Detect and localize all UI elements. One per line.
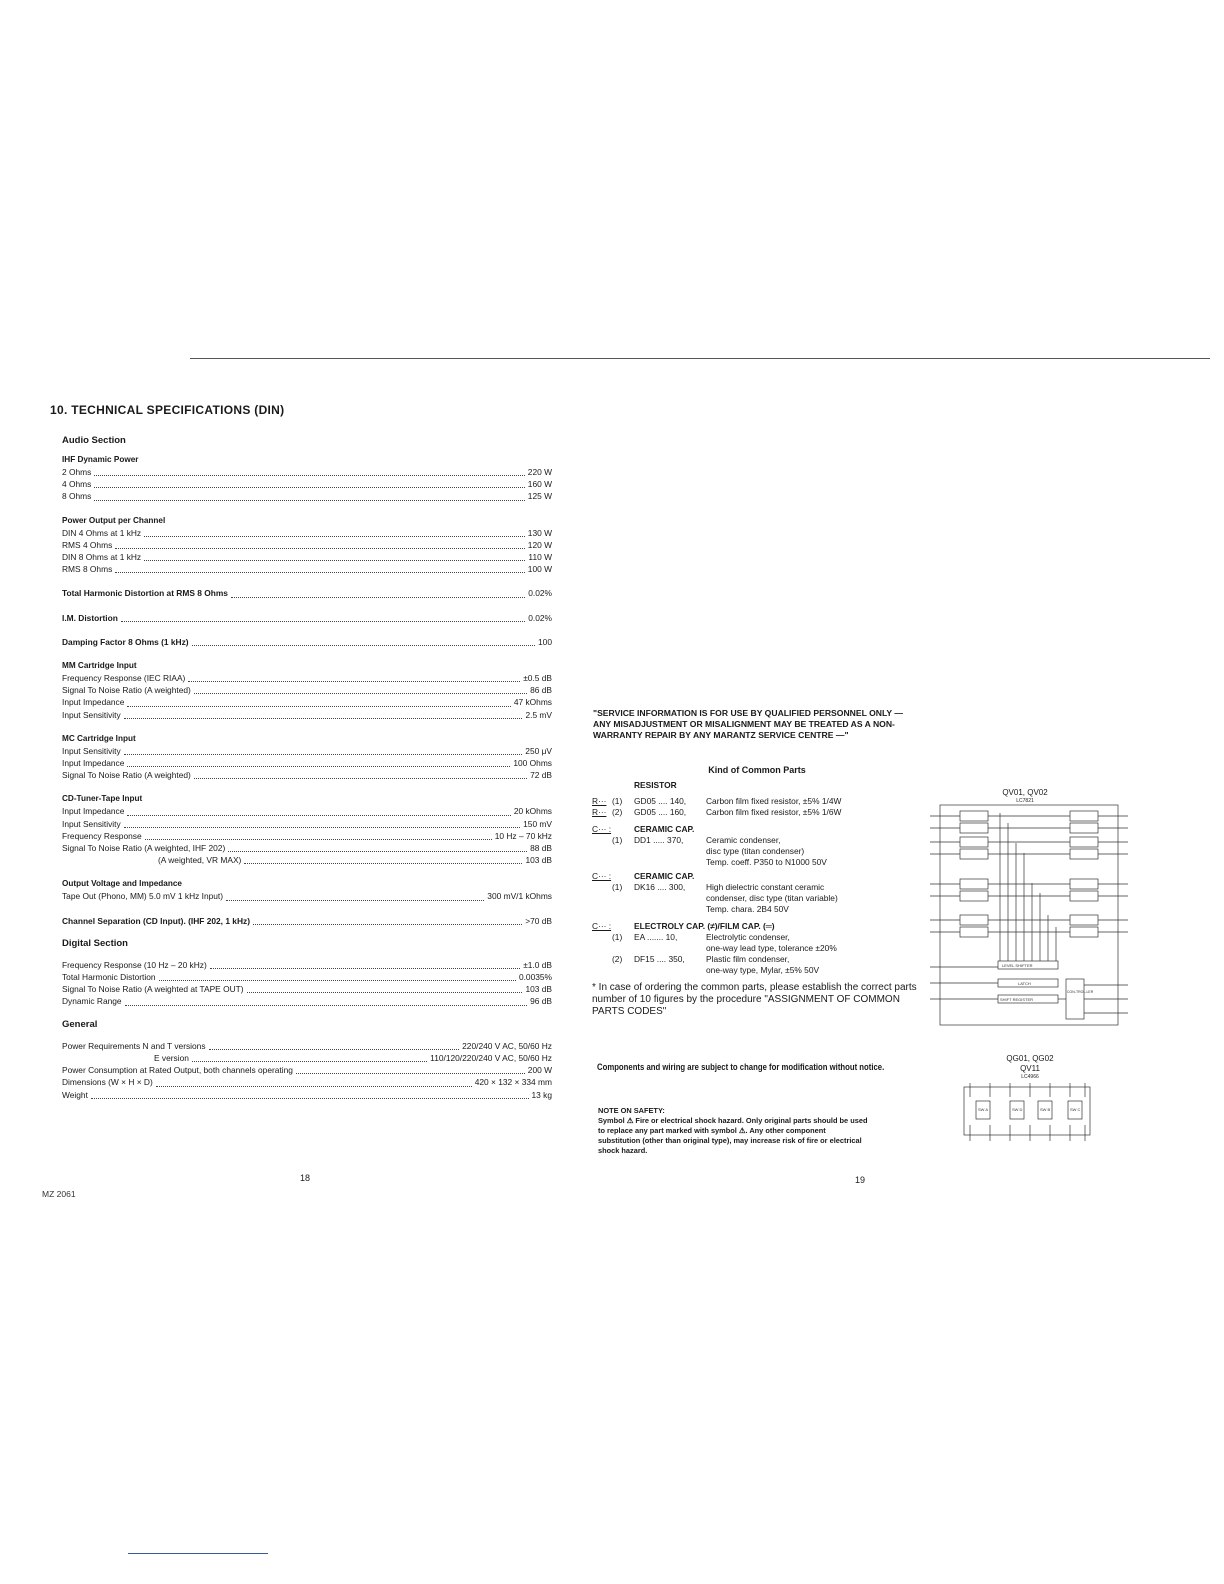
spec-row: RMS 4 Ohms 120 W	[62, 539, 552, 550]
spec-row: 4 Ohms 160 W	[62, 479, 552, 490]
electro-item: (2) DF15 .... 350, Plastic film condenser,	[612, 954, 790, 964]
electro-item: (1) EA ....... 10, Electrolytic condenser,	[612, 932, 790, 942]
spec-row: (A weighted, VR MAX) 103 dB	[158, 855, 552, 866]
model-number: MZ 2061	[42, 1189, 76, 1199]
audio-section	[62, 434, 552, 1101]
spec-row: Signal To Noise Ratio (A weighted) 86 dB	[62, 685, 552, 696]
left-switches	[960, 811, 988, 937]
spec-row: E version 110/120/220/240 V AC, 50/60 Hz	[154, 1052, 552, 1063]
cd-heading: CD-Tuner-Tape Input	[62, 794, 143, 804]
diagram1-chip: LC7821	[1016, 798, 1034, 804]
mm-heading: MM Cartridge Input	[62, 661, 137, 671]
ceramic-line: Temp. coeff. P350 to N1000 50V	[706, 857, 827, 867]
right-page-number: 19	[855, 1175, 866, 1185]
shift-register-label: SHIFT REGISTER	[1000, 997, 1034, 1002]
ceramic-line: disc type (titan condenser)	[706, 846, 805, 856]
left-page-number: 18	[300, 1173, 311, 1183]
bottom-rule	[128, 1553, 268, 1554]
switch-matrix-diagram	[930, 803, 1130, 1033]
safety-heading: NOTE ON SAFETY:	[598, 1106, 665, 1115]
spec-row: Signal To Noise Ratio (A weighted, IHF 202) 88 dB	[62, 843, 552, 854]
latch-label: LATCH	[1018, 981, 1031, 986]
spec-row: Frequency Response (10 Hz – 20 kHz) ±1.0 dB	[62, 959, 552, 970]
ordering-note: * In case of ordering the common parts, please establish the correct parts number of 10 figures by the procedure "ASSIGNMENT OF COMMON PARTS CODES"	[592, 982, 917, 1017]
switch-b-label: SW B	[1040, 1107, 1051, 1112]
spec-row: Input Impedance 100 Ohms	[62, 758, 552, 769]
spec-row: DIN 8 Ohms at 1 kHz 110 W	[62, 552, 552, 563]
diagram2-title: QG01, QG02	[1006, 1054, 1054, 1063]
diagram2-chip: LC4966	[1021, 1074, 1039, 1080]
ceramic-line: condenser, disc type (titan variable)	[706, 893, 838, 903]
top-rule	[190, 358, 1210, 359]
spec-row: Input Impedance 20 kOhms	[62, 806, 552, 817]
electro-line: one-way lead type, tolerance ±20%	[706, 943, 837, 953]
common-parts-heading: Kind of Common Parts	[708, 765, 806, 775]
thd-row: Total Harmonic Distortion at RMS 8 Ohms 0.02%	[62, 588, 552, 599]
spec-row: Input Impedance 47 kOhms	[62, 697, 552, 708]
safety-note	[598, 1106, 868, 1156]
switch-d-label: SW D	[1012, 1107, 1023, 1112]
diagram1-title: QV01, QV02	[1002, 788, 1048, 797]
spec-row: DIN 4 Ohms at 1 kHz 130 W	[62, 527, 552, 538]
controller-label: CON-TROL-LER	[1067, 990, 1094, 994]
resistor-row: R··· (2) GD05 .... 160, Carbon film fixed resistor, ±5% 1/6W	[592, 807, 842, 817]
level-shifter-label: LEVEL SHIFTER	[1002, 963, 1033, 968]
switch-c-label: SW C	[1070, 1107, 1081, 1112]
ceramic-heading-row: C··· : CERAMIC CAP.	[592, 871, 695, 881]
spec-row: Dimensions (W × H × D) 420 × 132 × 334 mm	[62, 1077, 552, 1088]
spec-row: Power Requirements N and T versions 220/240 V AC, 50/60 Hz	[62, 1040, 552, 1051]
general-heading: General	[62, 1018, 98, 1030]
ceramic-item: (1) DD1 ..... 370, Ceramic condenser,	[612, 835, 781, 845]
spec-row: Tape Out (Phono, MM) 5.0 mV 1 kHz Input) 300 mV/1 kOhms	[62, 891, 552, 902]
switch-a-label: SW A	[978, 1107, 989, 1112]
right-switches	[1070, 811, 1098, 937]
damping-row: Damping Factor 8 Ohms (1 kHz) 100	[62, 636, 552, 647]
ceramic-line: Temp. chara. 2B4 50V	[706, 904, 789, 914]
spec-row: Signal To Noise Ratio (A weighted) 72 dB	[62, 770, 552, 781]
spec-row: Power Consumption at Rated Output, both channels operating 200 W	[62, 1065, 552, 1076]
controller-block	[1066, 979, 1084, 1019]
ihf-heading: IHF Dynamic Power	[62, 455, 139, 464]
spec-row: Weight 13 kg	[62, 1089, 552, 1100]
diagram2-subtitle: QV11	[1020, 1064, 1040, 1073]
spec-row: Frequency Response (IEC RIAA) ±0.5 dB	[62, 673, 552, 684]
spec-row: 8 Ohms 125 W	[62, 491, 552, 502]
ceramic-item: (1) DK16 .... 300, High dielectric constant ceramic	[612, 882, 825, 892]
separation-row: Channel Separation (CD Input). (IHF 202, 1 kHz) >70 dB	[62, 915, 552, 926]
resistor-heading: RESISTOR	[634, 780, 677, 790]
spec-row: Input Sensitivity 150 mV	[62, 818, 552, 829]
service-notice: "SERVICE INFORMATION IS FOR USE BY QUALIFIED PERSONNEL ONLY — ANY MISADJUSTMENT OR MISALIGNMENT MAY BE TREATED AS A NON-WARRANTY REPAIR BY ANY MARANTZ SERVICE CENTRE —"	[593, 708, 903, 740]
electro-line: one-way type, Mylar, ±5% 50V	[706, 965, 820, 975]
im-row: I.M. Distortion 0.02%	[62, 612, 552, 623]
audio-heading: Audio Section	[62, 435, 126, 446]
common-parts	[592, 765, 922, 1018]
spec-row: Input Sensitivity 2.5 mV	[62, 709, 552, 720]
analog-switch-diagram	[960, 1083, 1095, 1143]
mc-heading: MC Cartridge Input	[62, 733, 136, 743]
spec-row: RMS 8 Ohms 100 W	[62, 564, 552, 575]
spec-row: Input Sensitivity 250 μV	[62, 745, 552, 756]
spec-row: 2 Ohms 220 W	[62, 467, 552, 477]
spec-row: Total Harmonic Distortion 0.0035%	[62, 972, 552, 983]
spec-row: Signal To Noise Ratio (A weighted at TAPE OUT) 103 dB	[62, 984, 552, 995]
components-note: Components and wiring are subject to change for modification without notice.	[597, 1062, 885, 1072]
power-heading: Power Output per Channel	[62, 515, 166, 525]
digital-heading: Digital Section	[62, 937, 128, 949]
page-title: 10. TECHNICAL SPECIFICATIONS (DIN)	[50, 403, 285, 417]
spec-row: Dynamic Range 96 dB	[62, 996, 552, 1007]
electro-heading-row: C··· : ELECTROLY CAP. (≠)/FILM CAP. (═)	[592, 921, 775, 931]
resistor-row: R··· (1) GD05 .... 140, Carbon film fixed resistor, ±5% 1/4W	[592, 796, 842, 806]
ceramic-heading-row: C··· : CERAMIC CAP.	[592, 824, 695, 834]
output-heading: Output Voltage and Impedance	[62, 879, 182, 889]
safety-text: Symbol ⚠ Fire or electrical shock hazard. Only original parts should be used to replace any part marked with symbol ⚠. Any other component substitution (other than original type), may increase risk of fire or electrical shock hazard.	[598, 1116, 868, 1155]
spec-row: Frequency Response 10 Hz – 70 kHz	[62, 830, 552, 841]
